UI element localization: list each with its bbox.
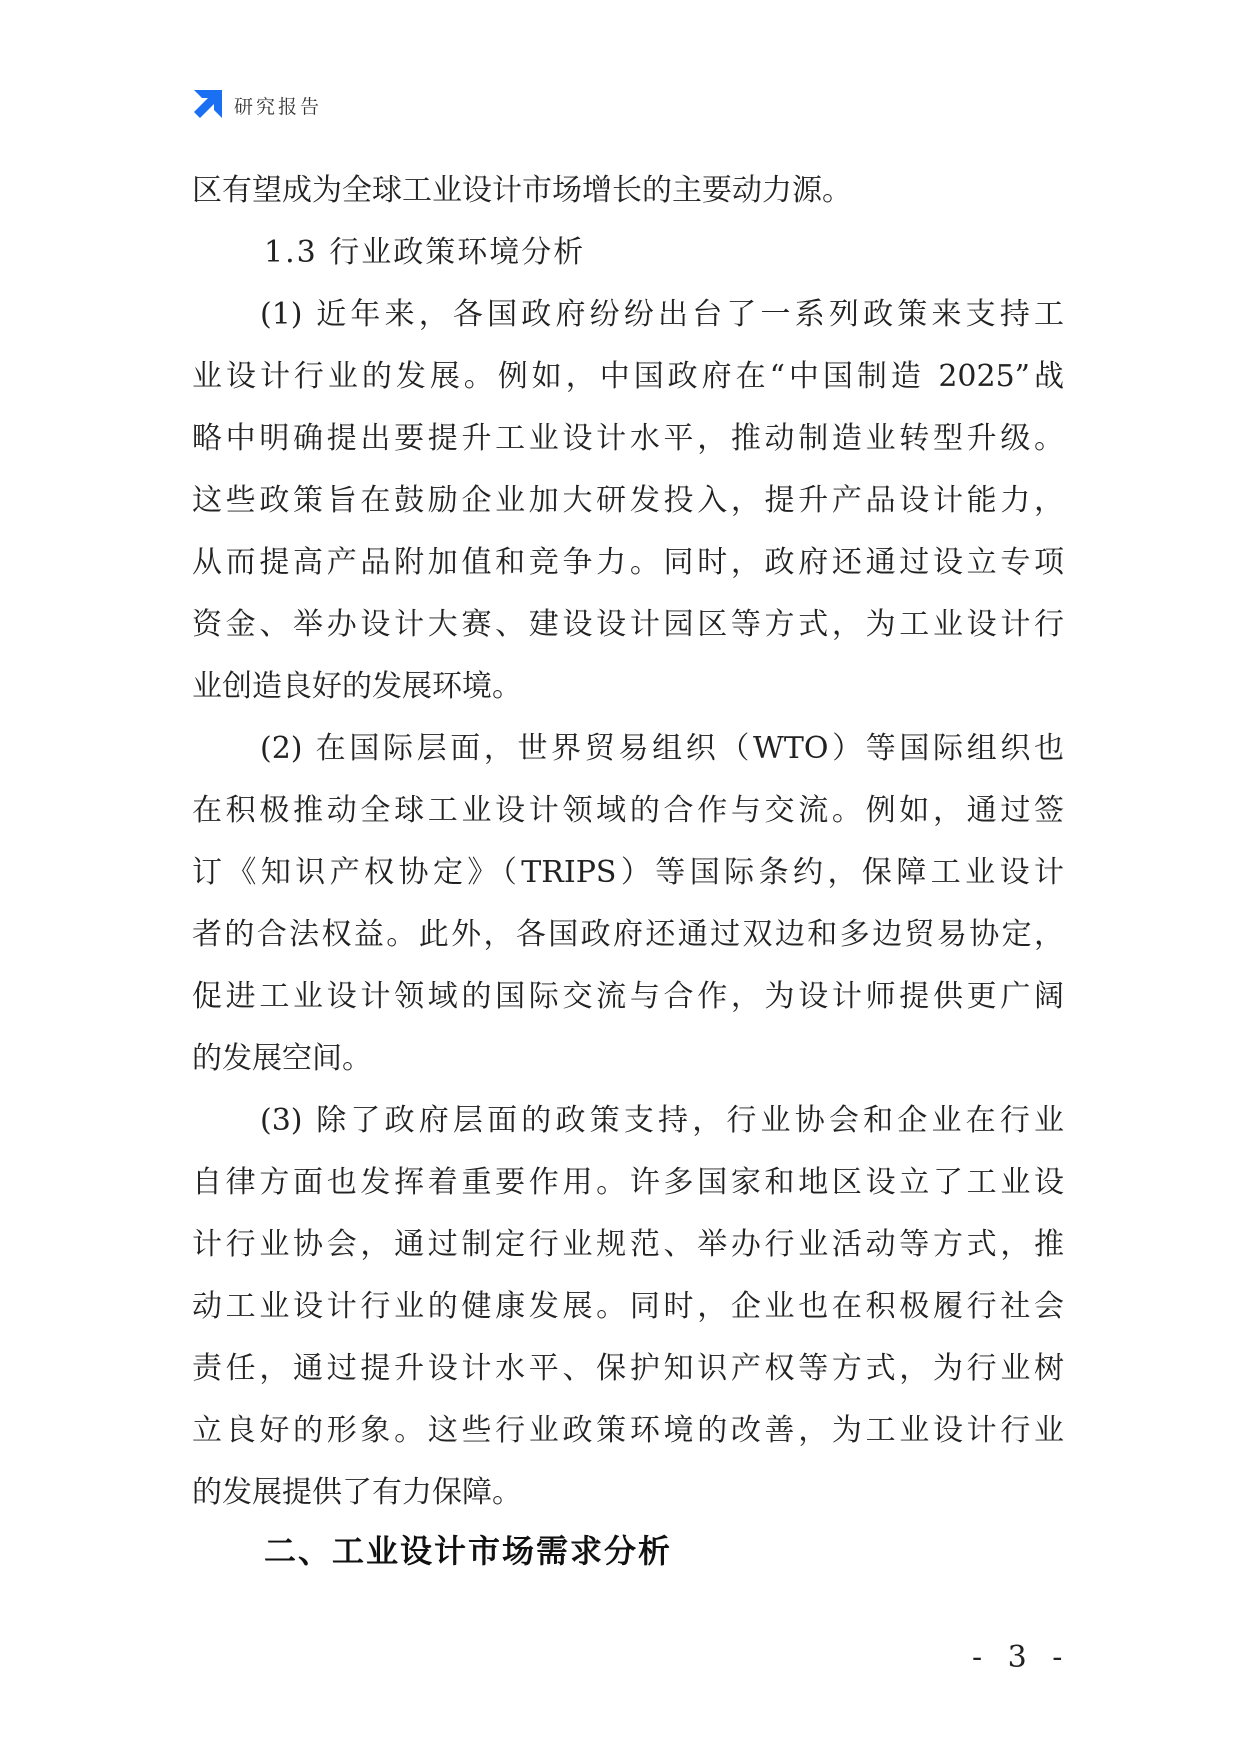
document-body [192, 160, 1064, 1524]
paragraph-line: 略中明确提出要提升工业设计水平，推动制造业转型升级。 [192, 421, 1064, 456]
page-number: - 3 - [972, 1640, 1071, 1675]
policy-paragraph-1 [192, 284, 1064, 718]
paragraph-line: 在积极推动全球工业设计领域的合作与交流。例如，通过签 [192, 793, 1064, 828]
paragraph-line: 动工业设计行业的健康发展。同时，企业也在积极履行社会 [192, 1289, 1064, 1324]
paragraph-line: 计行业协会，通过制定行业规范、举办行业活动等方式，推 [192, 1227, 1064, 1262]
paragraph-line: 从而提高产品附加值和竞争力。同时，政府还通过设立专项 [192, 545, 1064, 580]
section-heading: 1.3 行业政策环境分析 [264, 235, 586, 270]
paragraph-line: 立良好的形象。这些行业政策环境的改善，为工业设计行业 [192, 1413, 1064, 1448]
paragraph-line: 业创造良好的发展环境。 [192, 669, 522, 704]
paragraph-line: (1) 近年来，各国政府纷纷出台了一系列政策来支持工 [260, 297, 1064, 332]
paragraph-line: 的发展提供了有力保障。 [192, 1475, 522, 1510]
policy-paragraph-3 [192, 1090, 1064, 1524]
paragraph-line: 业设计行业的发展。例如，中国政府在“中国制造 2025”战 [192, 359, 1064, 394]
paragraph-line: 订《知识产权协定》（TRIPS）等国际条约，保障工业设计 [192, 855, 1064, 890]
page-header [190, 88, 322, 122]
arrow-logo-icon [190, 88, 224, 122]
paragraph-line: 者的合法权益。此外，各国政府还通过双边和多边贸易协定， [192, 917, 1064, 952]
chapter-heading: 二、工业设计市场需求分析 [264, 1532, 673, 1570]
paragraph-line: (2) 在国际层面，世界贸易组织（WTO）等国际组织也 [260, 731, 1064, 766]
paragraph-line: 这些政策旨在鼓励企业加大研发投入，提升产品设计能力， [192, 483, 1064, 518]
header-title: 研究报告 [234, 95, 323, 118]
paragraph-line: 促进工业设计领域的国际交流与合作，为设计师提供更广阔 [192, 979, 1064, 1014]
paragraph-line: (3) 除了政府层面的政策支持，行业协会和企业在行业 [260, 1103, 1064, 1138]
policy-paragraph-2 [192, 718, 1064, 1090]
paragraph-line: 的发展空间。 [192, 1041, 372, 1076]
paragraph-line: 区有望成为全球工业设计市场增长的主要动力源。 [192, 173, 852, 208]
paragraph-line: 资金、举办设计大赛、建设设计园区等方式，为工业设计行 [192, 607, 1064, 642]
paragraph-line: 自律方面也发挥着重要作用。许多国家和地区设立了工业设 [192, 1165, 1064, 1200]
paragraph-line: 责任，通过提升设计水平、保护知识产权等方式，为行业树 [192, 1351, 1064, 1386]
